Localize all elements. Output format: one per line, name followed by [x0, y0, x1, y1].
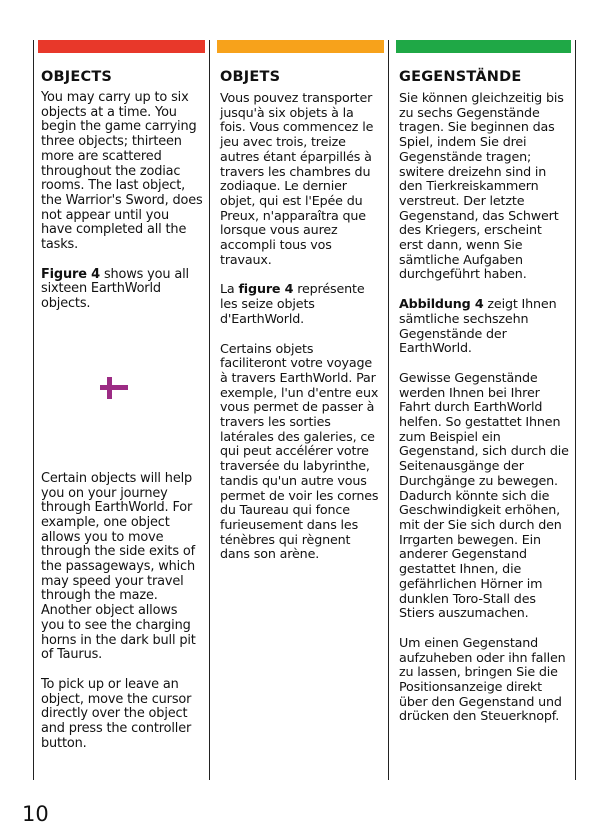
page-number: 10 — [22, 802, 49, 826]
french-column — [213, 40, 389, 780]
green-color-bar — [396, 40, 571, 53]
orange-color-bar — [217, 40, 384, 53]
english-paragraph-4: To pick up or leave an object, move the cursor directly over the object and press the controller button. — [41, 676, 192, 751]
german-heading: GEGENSTÄNDE — [399, 69, 522, 85]
german-paragraph-2 — [399, 297, 569, 356]
english-figure-ref: Figure 4 — [41, 266, 100, 282]
french-paragraph-2-pre: La — [220, 281, 239, 297]
german-paragraph-1: Sie können gleichzeitig bis zu sechs Gegenstände tragen. Sie beginnen das Spiel, indem Sie drei Gegenstände tragen; switere dreizehn sind in den Tierkreiskammern verstreut. Der letzte Gegenstand, das Schwert des Kriegers, erscheint erst dann, wenn Sie sämtliche Aufgaben durchgeführt haben. — [399, 90, 564, 282]
english-paragraph-3: Certain objects will help you on your journey through EarthWorld. For example, one object allows you to move through the side exits of the passageways, which may speed your travel through the maze. Another object allows you to see the charging horns in the dark bull pit of Taurus. — [41, 470, 196, 663]
german-column — [392, 40, 576, 780]
french-paragraph-1: Vous pouvez transporter jusqu'à six objets à la fois. Vous commencez le jeu avec trois, treize autres étant éparpillés à travers les chambres du zodiaque. Le dernier objet, qui est l'Epée du Preux, n'apparaîtra que lorsque vous aurez accompli tous vos travaux. — [220, 90, 374, 267]
red-color-bar — [38, 40, 205, 53]
english-paragraph-2-text: shows you all sixteen EarthWorld objects. — [41, 266, 189, 312]
english-column — [33, 40, 210, 780]
german-paragraph-3: Gewisse Gegenstände werden Ihnen bei Ihrer Fahrt durch EarthWorld helfen. So gestattet Ihnen zum Beispiel ein Gegenstand, sich durch die Seitenausgänge der Durchgänge zu bewegen. Dadurch könnte sich die Geschwindigkeit erhöhen, mit der Sie sich durch den Irrgarten bewegen. Ein anderer Gegenstand gestattet Ihnen, die gefährlichen Hörner im dunklen Toro-Stall des Stiers auszumachen. — [399, 369, 569, 621]
english-heading: OBJECTS — [41, 69, 113, 85]
german-paragraph-4: Um einen Gegenstand aufzuheben oder ihn fallen zu lassen, bringen Sie die Positionsanzeige direkt über den Gegenstand und drücken den Steuerknopf. — [399, 634, 566, 724]
french-paragraph-3: Certains objets faciliteront votre voyage à travers EarthWorld. Par exemple, l'un d'entre eux vous permet de passer à travers les sorties latérales des galeries, ce qui peut accélérer votre traversée du labyrinthe, tandis qu'un autre vous permet de voir les cornes du Taureau qui fonce furieusement dans les ténèbres qui règnent dans son arène. — [220, 340, 379, 562]
english-paragraph-2 — [41, 268, 203, 312]
french-paragraph-2 — [220, 282, 382, 326]
english-paragraph-1: You may carry up to six objects at a time. You begin the game carrying three objects; thirteen more are scattered throughout the zodiac rooms. The last object, the Warrior's Sword, does not appear until you have completed all the tasks. — [41, 90, 203, 253]
french-paragraph-2-text: représente les seize objets d'EarthWorld. — [220, 281, 365, 326]
cross-object-icon — [100, 377, 128, 399]
french-heading: OBJETS — [220, 69, 281, 85]
french-figure-ref: figure 4 — [238, 281, 294, 297]
german-paragraph-2-text: zeigt Ihnen sämtliche sechszehn Gegenstände der EarthWorld. — [399, 296, 557, 356]
german-figure-ref: Abbildung 4 — [399, 296, 484, 312]
figure-area — [41, 327, 203, 472]
